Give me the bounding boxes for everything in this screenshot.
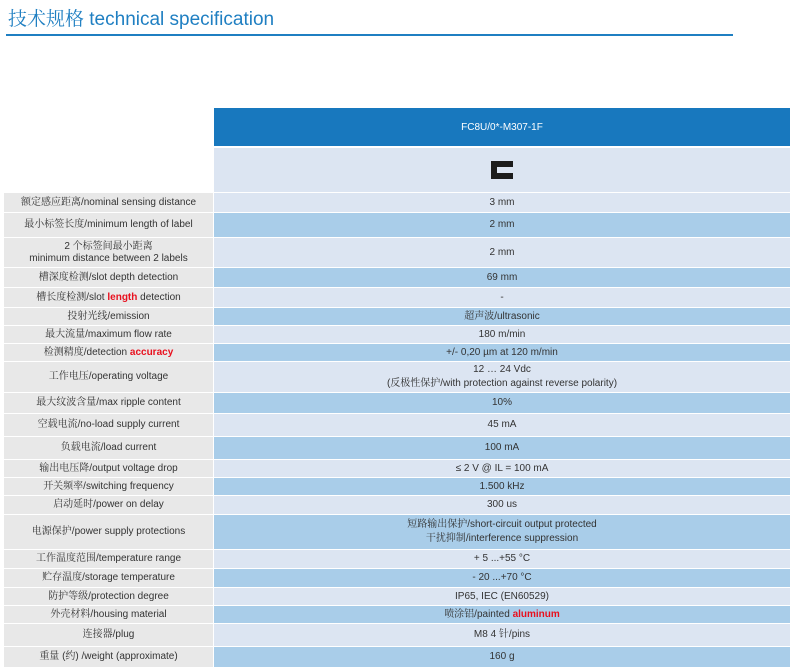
table-row — [0, 588, 790, 605]
row-value-line2: (反极性保护/with protection against reverse polarity) — [386, 378, 618, 389]
table-row — [0, 268, 790, 287]
table-row — [0, 344, 790, 361]
row-value: 100 mA — [214, 437, 790, 459]
row-label-highlight: length — [107, 291, 138, 303]
row-label: 连接器/plug — [4, 624, 213, 646]
row-value-text: 喷涂铝/painted — [444, 608, 513, 620]
model-name: FC8U/0*-M307-1F — [461, 121, 543, 133]
row-label-text: detection — [137, 291, 181, 303]
row-label: 额定感应距离/nominal sensing distance — [4, 193, 213, 212]
row-value: - — [214, 288, 790, 307]
table-row — [0, 193, 790, 212]
table-row — [0, 624, 790, 646]
table-row — [0, 496, 790, 514]
row-value: - 20 ...+70 °C — [214, 569, 790, 587]
row-value: 45 mA — [214, 414, 790, 436]
row-value: 3 mm — [214, 193, 790, 212]
row-label: 投射光线/emission — [4, 308, 213, 325]
row-value: 160 g — [214, 647, 790, 667]
table-row — [0, 569, 790, 587]
row-value — [214, 515, 790, 549]
row-label: 负载电流/load current — [4, 437, 213, 459]
row-value — [214, 362, 790, 392]
row-value: 300 us — [214, 496, 790, 514]
row-value: 2 mm — [214, 238, 790, 267]
model-header — [214, 108, 790, 146]
row-value: + 5 ...+55 °C — [214, 550, 790, 568]
row-label: 外壳材料/housing material — [4, 606, 213, 623]
row-value — [214, 606, 790, 623]
row-value-highlight: aluminum — [512, 608, 560, 620]
row-value: 180 m/min — [214, 326, 790, 343]
row-value: IP65, IEC (EN60529) — [214, 588, 790, 605]
table-row — [0, 238, 790, 267]
page-title: 技术规格 technical specification — [8, 9, 275, 30]
row-label: 电源保护/power supply protections — [4, 515, 213, 549]
row-value: +/- 0,20 µm at 120 m/min — [214, 344, 790, 361]
table-row — [0, 647, 790, 667]
table-row — [0, 414, 790, 436]
spec-table — [0, 193, 790, 668]
row-value: 超声波/ultrasonic — [214, 308, 790, 325]
row-label: 槽深度检测/slot depth detection — [4, 268, 213, 287]
row-label: 空载电流/no-load supply current — [4, 414, 213, 436]
table-row — [0, 437, 790, 459]
row-value-line1: 12 … 24 Vdc — [473, 364, 531, 375]
table-row — [0, 515, 790, 549]
table-row — [0, 326, 790, 343]
row-label-line1: 2 个标签间最小距离 — [64, 240, 153, 252]
row-label: 最大流量/maximum flow rate — [4, 326, 213, 343]
row-value: ≤ 2 V @ IL = 100 mA — [214, 460, 790, 477]
row-value: 69 mm — [214, 268, 790, 287]
row-label: 开关频率/switching frequency — [4, 478, 213, 495]
table-row — [0, 550, 790, 568]
row-value-line2: 干扰抑制/interference suppression — [425, 533, 579, 544]
row-label: 防护等级/protection degree — [4, 588, 213, 605]
row-value: 2 mm — [214, 213, 790, 237]
row-label: 工作温度范围/temperature range — [4, 550, 213, 568]
row-value: 1.500 kHz — [214, 478, 790, 495]
row-label: 启动延时/power on delay — [4, 496, 213, 514]
row-label — [4, 288, 213, 307]
row-label-text: 检测精度/detection — [43, 346, 130, 358]
row-label: 最大纹波含量/max ripple content — [4, 393, 213, 413]
symbol-cell — [214, 148, 790, 192]
table-row — [0, 213, 790, 237]
slot-sensor-symbol-icon — [491, 161, 513, 179]
row-label-text: 槽长度检测/slot — [36, 291, 108, 303]
table-row — [0, 362, 790, 392]
row-label-highlight: accuracy — [129, 346, 174, 358]
table-row — [0, 606, 790, 623]
table-row — [0, 460, 790, 477]
row-value: M8 4 针/pins — [214, 624, 790, 646]
table-row — [0, 393, 790, 413]
row-label: 贮存温度/storage temperature — [4, 569, 213, 587]
row-label: 重量 (约) /weight (approximate) — [4, 647, 213, 667]
row-value: 10% — [214, 393, 790, 413]
row-label: 工作电压/operating voltage — [4, 362, 213, 392]
row-label — [4, 238, 213, 267]
row-label — [4, 344, 213, 361]
table-row — [0, 478, 790, 495]
table-row — [0, 308, 790, 325]
title-divider — [6, 34, 733, 36]
row-label-line2: minimum distance between 2 labels — [29, 252, 188, 264]
table-row — [0, 288, 790, 307]
row-label: 最小标签长度/minimum length of label — [4, 213, 213, 237]
row-value-line1: 短路输出保护/short-circuit output protected — [407, 519, 597, 530]
row-label: 输出电压降/output voltage drop — [4, 460, 213, 477]
